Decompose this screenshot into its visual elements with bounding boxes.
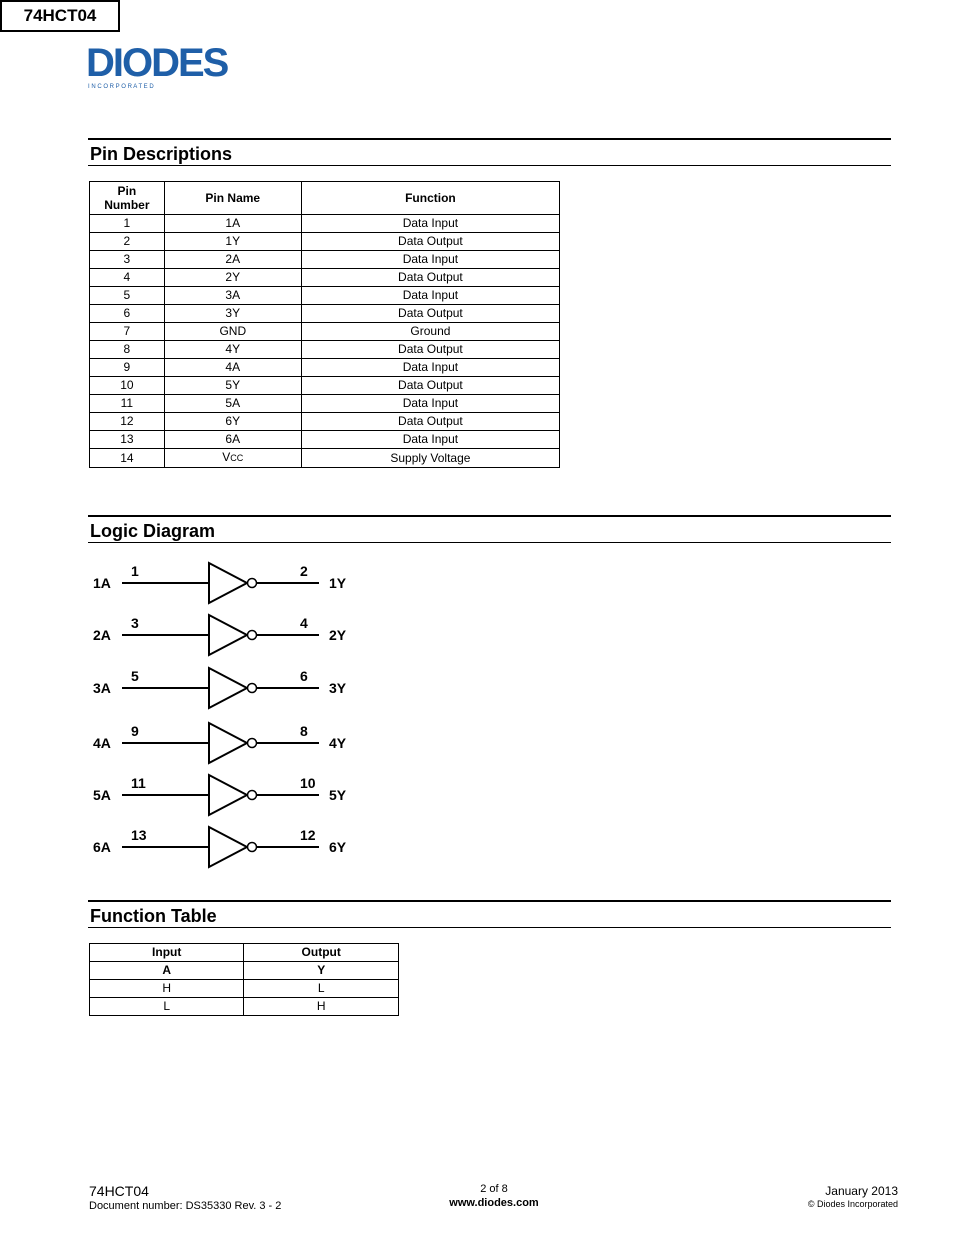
table-row	[90, 998, 399, 1016]
table-cell: Supply Voltage	[301, 449, 559, 468]
table-cell: 1	[90, 215, 165, 233]
table-cell: 5	[90, 287, 165, 305]
table-cell: 7	[90, 323, 165, 341]
table-cell: 9	[90, 359, 165, 377]
table-cell: GND	[164, 323, 301, 341]
table-cell: Data Input	[301, 287, 559, 305]
inverter-gate	[209, 668, 247, 708]
table-cell: L	[90, 998, 244, 1016]
table-cell: 3A	[164, 287, 301, 305]
table-row	[90, 305, 560, 323]
section-function-table	[88, 900, 891, 928]
table-cell: 6A	[164, 431, 301, 449]
input-label: 2A	[93, 627, 111, 643]
inverter-gate	[209, 615, 247, 655]
table-cell: Data Input	[301, 251, 559, 269]
output-pin-number: 2	[300, 563, 308, 579]
footer-page: 2 of 8	[480, 1183, 508, 1195]
table-cell: 1A	[164, 215, 301, 233]
pin-table-header: Pin Name	[164, 182, 301, 215]
input-pin-number: 9	[131, 723, 139, 739]
input-pin-number: 5	[131, 668, 139, 684]
table-row	[90, 377, 560, 395]
logic-diagram	[88, 555, 368, 875]
footer-copyright: © Diodes Incorporated	[807, 1199, 898, 1209]
input-label: 5A	[93, 787, 111, 803]
table-cell: 3	[90, 251, 165, 269]
table-cell: 4A	[164, 359, 301, 377]
table-cell: Data Input	[301, 359, 559, 377]
function-table-group-header: Input	[90, 944, 244, 962]
table-row	[90, 251, 560, 269]
table-cell: 2	[90, 233, 165, 251]
table-cell: 2A	[164, 251, 301, 269]
footer-doc-number: Document number: DS35330 Rev. 3 - 2	[89, 1200, 282, 1212]
output-label: 1Y	[329, 575, 347, 591]
table-cell: Data Input	[301, 395, 559, 413]
input-label: 3A	[93, 680, 111, 696]
table-row	[90, 341, 560, 359]
table-cell: 2Y	[164, 269, 301, 287]
inverter-gate	[209, 827, 247, 867]
function-table-sub-header: Y	[244, 962, 399, 980]
table-cell: Data Output	[301, 341, 559, 359]
inverter-bubble	[248, 684, 257, 693]
output-pin-number: 8	[300, 723, 308, 739]
footer-part: 74HCT04	[89, 1183, 149, 1199]
table-cell: 13	[90, 431, 165, 449]
section-title: Logic Diagram	[90, 521, 216, 541]
table-cell: VCC	[164, 449, 301, 468]
table-row	[90, 215, 560, 233]
table-cell: 4Y	[164, 341, 301, 359]
part-number-box: 74HCT04	[0, 0, 120, 32]
table-row	[90, 431, 560, 449]
output-label: 5Y	[329, 787, 347, 803]
table-cell: Data Output	[301, 305, 559, 323]
input-label: 4A	[93, 735, 111, 751]
output-label: 3Y	[329, 680, 347, 696]
inverter-bubble	[248, 791, 257, 800]
table-cell: 5A	[164, 395, 301, 413]
logo-subtitle: I N C O R P O R A T E D	[88, 84, 154, 90]
table-row	[90, 359, 560, 377]
table-row	[90, 269, 560, 287]
table-cell: H	[244, 998, 399, 1016]
input-pin-number: 11	[131, 775, 146, 791]
table-cell: 8	[90, 341, 165, 359]
inverter-gate	[209, 563, 247, 603]
inverter-gate	[209, 775, 247, 815]
section-logic-diagram	[88, 515, 891, 543]
input-pin-number: 13	[131, 827, 147, 843]
table-cell: 6Y	[164, 413, 301, 431]
output-pin-number: 12	[300, 827, 316, 843]
table-cell: H	[90, 980, 244, 998]
table-cell: 4	[90, 269, 165, 287]
inverter-bubble	[248, 579, 257, 588]
table-row	[90, 413, 560, 431]
input-label: 6A	[93, 839, 111, 855]
table-cell: 11	[90, 395, 165, 413]
logo-wordmark: DIODES	[86, 42, 228, 85]
table-cell: 14	[90, 449, 165, 468]
inverter-gate	[209, 723, 247, 763]
input-pin-number: 1	[131, 563, 139, 579]
output-label: 4Y	[329, 735, 347, 751]
table-cell: 10	[90, 377, 165, 395]
table-cell: Data Output	[301, 233, 559, 251]
pin-table-header: Pin Number	[90, 182, 165, 215]
function-table-group-header: Output	[244, 944, 399, 962]
inverter-bubble	[248, 631, 257, 640]
diodes-logo	[86, 42, 261, 90]
table-cell: 1Y	[164, 233, 301, 251]
output-pin-number: 4	[300, 615, 308, 631]
output-pin-number: 10	[300, 775, 316, 791]
output-label: 2Y	[329, 627, 347, 643]
section-pin-descriptions	[88, 138, 891, 166]
table-cell: L	[244, 980, 399, 998]
table-cell: Data Output	[301, 269, 559, 287]
output-pin-number: 6	[300, 668, 308, 684]
table-cell: 5Y	[164, 377, 301, 395]
footer-website[interactable]: www.diodes.com	[449, 1197, 539, 1209]
inverter-bubble	[248, 843, 257, 852]
table-row	[90, 395, 560, 413]
section-title: Function Table	[90, 906, 217, 926]
output-label: 6Y	[329, 839, 347, 855]
inverter-bubble	[248, 739, 257, 748]
table-row	[90, 980, 399, 998]
table-cell: 12	[90, 413, 165, 431]
function-table	[89, 943, 399, 1016]
table-cell: 6	[90, 305, 165, 323]
footer-date: January 2013	[825, 1184, 898, 1198]
pin-descriptions-table	[89, 181, 560, 468]
table-row	[90, 287, 560, 305]
table-cell: Data Output	[301, 377, 559, 395]
section-title: Pin Descriptions	[90, 144, 233, 164]
table-cell: Ground	[301, 323, 559, 341]
table-row	[90, 233, 560, 251]
table-cell: Data Input	[301, 431, 559, 449]
table-cell: Data Input	[301, 215, 559, 233]
function-table-sub-header: A	[90, 962, 244, 980]
table-cell: Data Output	[301, 413, 559, 431]
table-row	[90, 323, 560, 341]
table-row	[90, 449, 560, 468]
pin-table-header: Function	[301, 182, 559, 215]
table-cell: 3Y	[164, 305, 301, 323]
input-label: 1A	[93, 575, 111, 591]
input-pin-number: 3	[131, 615, 139, 631]
